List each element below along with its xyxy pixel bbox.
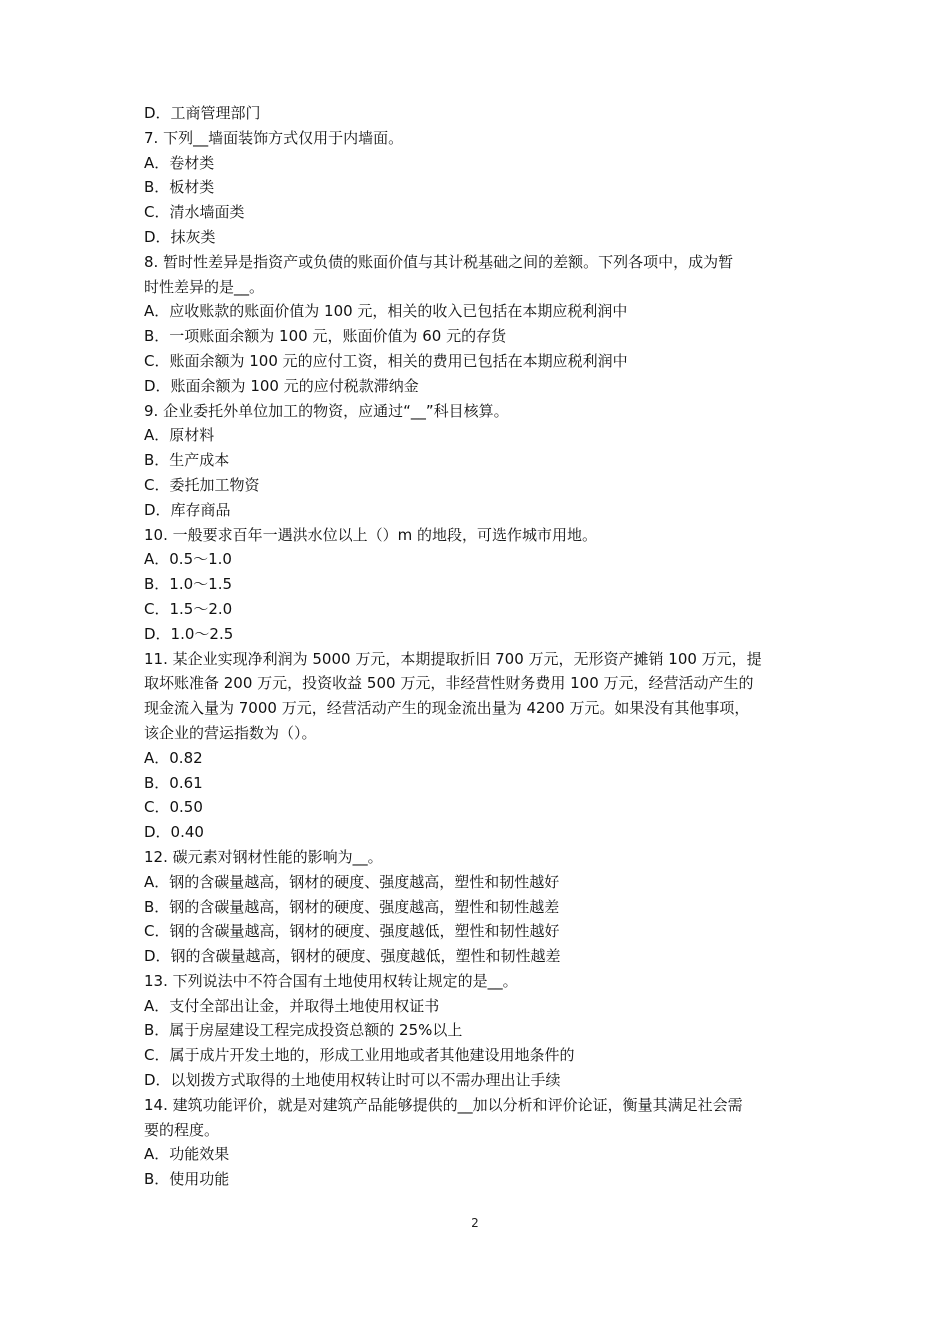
question-line: 8. 暂时性差异是指资产或负债的账面价值与其计税基础之间的差额。下列各项中，成为暂 [144, 252, 734, 271]
option-line: A．0.82 [144, 748, 203, 767]
option-line: A．原材料 [144, 426, 215, 445]
question-line: 现金流入量为 7000 万元，经营活动产生的现金流出量为 4200 万元。如果没有其他事项， [144, 699, 750, 718]
option-line: D．账面余额为 100 元的应付税款滞纳金 [144, 376, 419, 395]
option-line: A．钢的含碳量越高，钢材的硬度、强度越高，塑性和韧性越好 [144, 872, 560, 891]
question-line: 11. 某企业实现净利润为 5000 万元，本期提取折旧 700 万元，无形资产摊销 100 万元，提 [144, 649, 762, 668]
option-line: C．0.50 [144, 798, 203, 817]
option-line: A．应收账款的账面价值为 100 元，相关的收入已包括在本期应税利润中 [144, 302, 628, 321]
option-line: B．使用功能 [144, 1170, 230, 1189]
question-line: 时性差异的是__。 [144, 277, 265, 296]
option-line: C．委托加工物资 [144, 475, 260, 494]
option-line: C．1.5～2.0 [144, 599, 233, 618]
question-line: 13. 下列说法中不符合国有土地使用权转让规定的是__。 [144, 971, 518, 990]
option-line: D．工商管理部门 [144, 104, 261, 122]
option-line: B．钢的含碳量越高，钢材的硬度、强度越高，塑性和韧性越差 [144, 897, 560, 916]
option-line: C．属于成片开发土地的，形成工业用地或者其他建设用地条件的 [144, 1046, 575, 1065]
option-line: A．支付全部出让金，并取得土地使用权证书 [144, 996, 440, 1015]
option-line: B．1.0～1.5 [144, 575, 233, 594]
document-body [144, 101, 814, 1192]
option-line: A．0.5～1.0 [144, 550, 232, 569]
question-line: 10. 一般要求百年一遇洪水位以上（）m 的地段，可选作城市用地。 [144, 525, 598, 544]
option-line: D．1.0～2.5 [144, 624, 234, 643]
option-line: C．清水墙面类 [144, 203, 245, 222]
option-line: D．抹灰类 [144, 227, 216, 246]
page-number: 2 [471, 1216, 479, 1230]
option-line: C．账面余额为 100 元的应付工资，相关的费用已包括在本期应税利润中 [144, 351, 628, 370]
option-line: D．以划拨方式取得的土地使用权转让时可以不需办理出让手续 [144, 1071, 561, 1090]
option-line: C．钢的含碳量越高，钢材的硬度、强度越低，塑性和韧性越好 [144, 922, 560, 941]
question-line: 取坏账准备 200 万元，投资收益 500 万元，非经营性财务费用 100 万元，经营活动产生的 [144, 674, 754, 693]
option-line: B．0.61 [144, 773, 203, 792]
option-line: B．板材类 [144, 178, 215, 197]
question-line: 9. 企业委托外单位加工的物资，应通过“__”科目核算。 [144, 401, 509, 420]
question-line: 12. 碳元素对钢材性能的影响为__。 [144, 847, 383, 866]
question-line: 要的程度。 [144, 1120, 220, 1139]
question-line: 14. 建筑功能评价，就是对建筑产品能够提供的__加以分析和评价论证，衡量其满足社会需 [144, 1095, 743, 1114]
question-line: 该企业的营运指数为（）。 [144, 723, 317, 742]
option-line: B．属于房屋建设工程完成投资总额的 25%以上 [144, 1021, 463, 1040]
option-line: A．卷材类 [144, 153, 215, 172]
option-line: D．钢的含碳量越高，钢材的硬度、强度越低，塑性和韧性越差 [144, 947, 561, 966]
option-line: D．0.40 [144, 823, 204, 842]
option-line: B．一项账面余额为 100 元，账面价值为 60 元的存货 [144, 327, 507, 346]
option-line: D．库存商品 [144, 500, 231, 519]
option-line: A．功能效果 [144, 1145, 230, 1164]
question-line: 7. 下列__墙面装饰方式仅用于内墙面。 [144, 128, 404, 147]
option-line: B．生产成本 [144, 451, 230, 470]
